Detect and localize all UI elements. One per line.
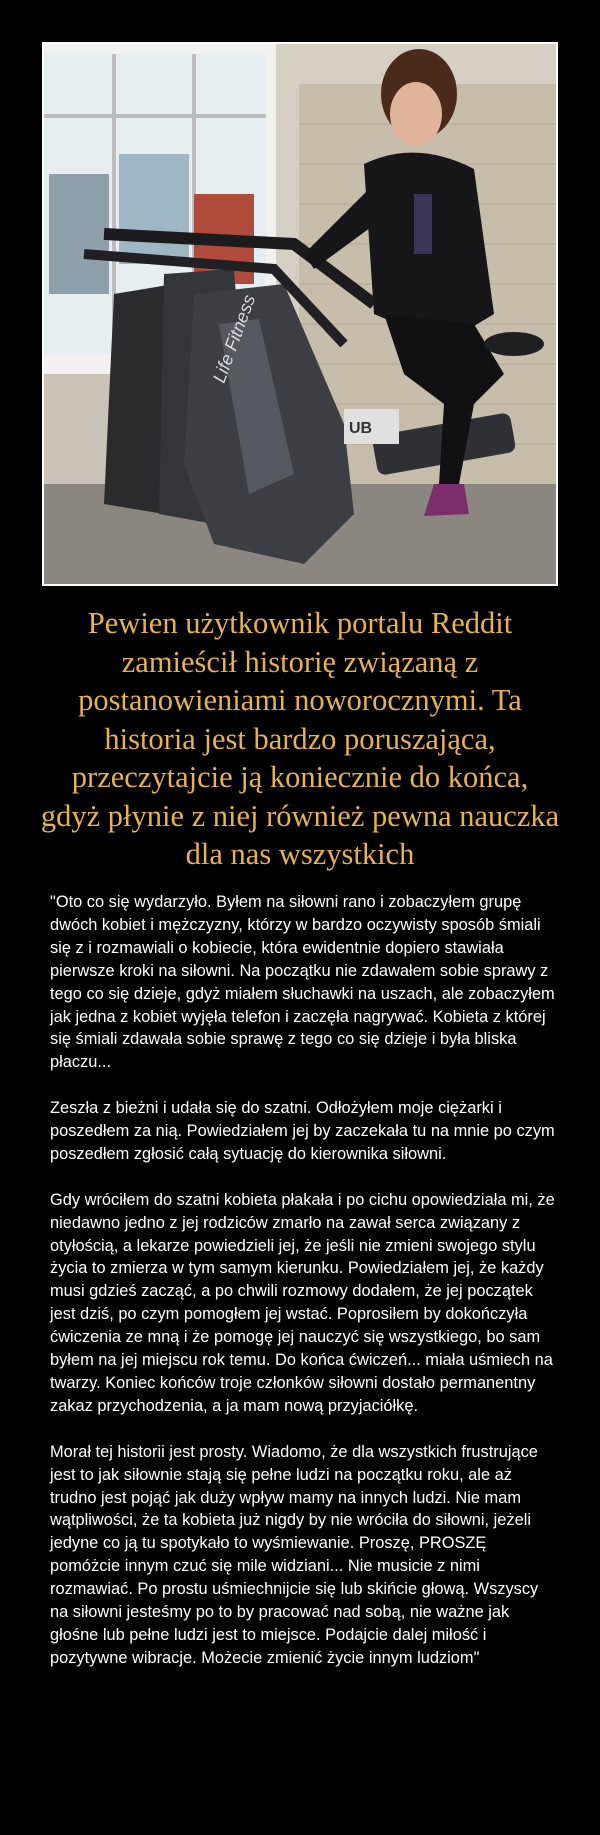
story-paragraph: Gdy wróciłem do szatni kobieta płakała i po cichu opowiedziała mi, że niedawno jedno z jej rodziców zmarło na zawał serca związany z otyłością, a lekarze powiedzieli jej, że jeśli nie zmieni swojego stylu życia to zmierza w tym samym kierunku. Powiedziałem jej, że każdy musi gdzieś zacząć, a po chwili rozmowy dodałem, że jej początek jest dziś, po czym pomogłem jej wstać. Poprosiłem by dokończyła ćwiczenia ze mną i że pomogę jej nauczyć się wszystkiego, bo sam byłem na jej miejscu rok temu. Do końca ćwiczeń... miała uśmiech na twarzy. Koniec końców troje członków siłowni dostało permanentny zakaz przychodzenia, a ja mam nową przyjaciółkę. [50,1190,555,1415]
story-paragraph: "Oto co się wydarzyło. Byłem na siłowni rano i zobaczyłem grupę dwóch kobiet i mężczyzny, którzy w bardzo oczywisty sposób śmiali się z i rozmawiali o kobiecie, która ewidentnie dopiero stawiała pierwsze kroki na siłowni. Na początku nie zdawałem sobie sprawy z tego co się dzieje, gdyż miałem słuchawki na uszach, ale zobaczyłem jak jedna z kobiet wyjęła telefon i zaczęła nagrywać. Kobieta z której się śmiali zdawała sobie sprawę z tego co się dzieje i była bliska płaczu... [50,893,555,1072]
story-paragraph: Zeszła z bieżni i udała się do szatni. Odłożyłem moje ciężarki i poszedłem za nią. Powiedziałem jej by zaczekała tu na mnie po czym poszedłem zgłosić całą sytuację do kierownika siłowni. [50,1099,555,1163]
svg-text:UB: UB [349,420,373,437]
meme-photo [44,44,556,584]
meme-photo-frame [42,42,558,586]
svg-text:Life Fitness: Life Fitness [208,292,260,386]
story-paragraph: Morał tej historii jest prosty. Wiadomo, że dla wszystkich frustrujące jest to jak siłownie stają się pełne ludzi na początku roku, ale aż trudno jest pojąć jak duży wpływ mamy na innych ludzi. Nie mam wątpliwości, że ta kobieta już nigdy by nie wróciła do siłowni, jeżeli jedyne co ją tu spotykało to wyśmiewanie. Proszę, PROSZĘ pomóżcie innym czuć się mile widziani... Nie musicie z nimi rozmawiać. Po prostu uśmiechnijcie się lub skińcie głową. Wszyscy na siłowni jesteśmy po to by pracować nad sobą, nie ważne jak głośne lub pełne ludzi jest to miejsce. Podajcie dalej miłość i pozytywne wibracje. Możecie zmienić życie innym ludziom" [50,1442,539,1667]
headline: Pewien użytkownik portalu Reddit zamieścił historię związaną z postanowieniami noworocznymi. Ta historia jest bardzo poruszająca, przeczytajcie ją koniecznie do końca, gdyż płynie z niej również pewna nauczka dla nas wszystkich [40,606,560,871]
story-text [50,891,560,1670]
